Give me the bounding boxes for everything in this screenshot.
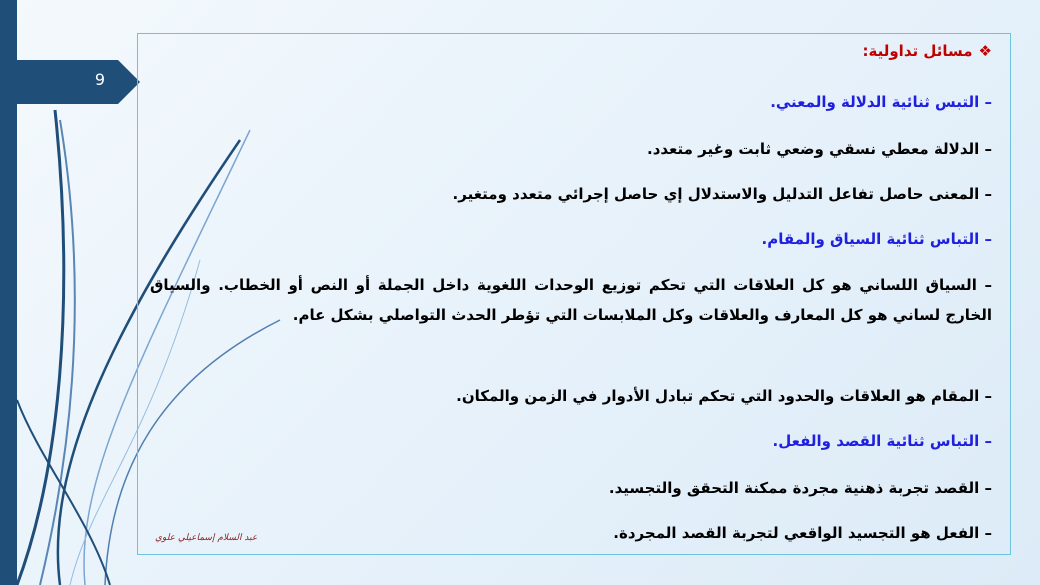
line-semantics: – الدلالة معطي نسقي وضعي ثابت وغير متعدد. (647, 140, 992, 158)
heading-text: مسائل تداولية: (862, 42, 973, 60)
paragraph-context: – السياق اللساني هو كل العلاقات التي تحكم توزيع الوحدات اللغوية داخل الجملة أو النص أو الخطاب. والسياق الخارج لساني هو كل المعارف والعلاقات وكل الملابسات التي تؤطر الحدث التواصلي بشكل عام. (150, 276, 992, 324)
subheading-semantics-meaning: – التبس ثنائية الدلالة والمعني. (770, 93, 992, 111)
line-act: – الفعل هو التجسيد الواقعي لتجربة القصد المجردة. (613, 524, 992, 542)
subheading-context-situation: – التباس ثنائية السياق والمقام. (761, 230, 992, 248)
author-signature: عبد السلام إسماعيلي علوي (155, 533, 258, 543)
slide-number: 9 (94, 70, 106, 89)
bullet-star-icon: ❖ (978, 42, 992, 60)
line-intent: – القصد تجربة ذهنية مجردة ممكنة التحقق والتجسيد. (608, 479, 992, 497)
line-meaning: – المعنى حاصل تفاعل التدليل والاستدلال إي حاصل إجرائي متعدد ومتغير. (452, 185, 992, 203)
subheading-intent-act: – التباس ثنائية القصد والفعل. (772, 432, 992, 450)
line-situation: – المقام هو العلاقات والحدود التي تحكم تبادل الأدوار في الزمن والمكان. (456, 387, 992, 405)
section-heading (150, 42, 992, 60)
slide-number-badge (0, 60, 140, 104)
